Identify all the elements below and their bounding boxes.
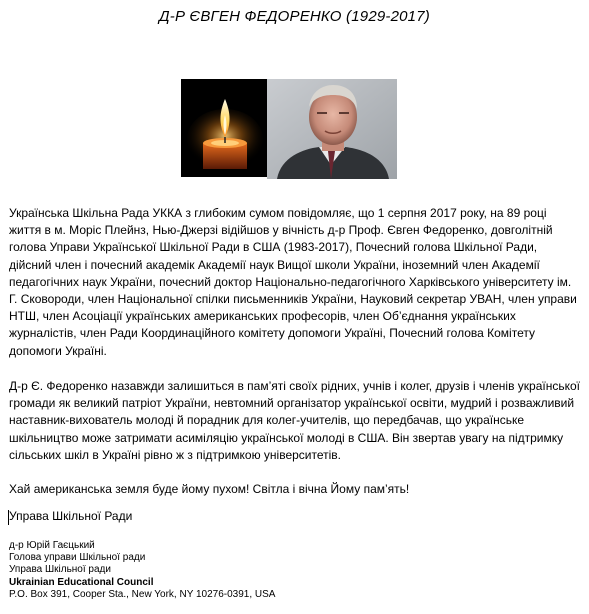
signature-council: Ukrainian Educational Council <box>9 576 154 588</box>
tribute-paragraph: Д-р Є. Федоренко назавжди залишиться в пам’яті своїх рідних, учнів і колег, друзів і членів української громади як великий патріот України, невтомний організатор української освіти, мудрий і розважливий наставник-вихователь молоді й порадник для колег-учителів, що передбачав, що українське шкільництво може затримати асиміляцію української молоді в США. Він звертав увагу на підтримку сільських шкіл в Україні рівно ж з підтримкою університетів. <box>9 379 581 462</box>
signature-address: P.O. Box 391, Cooper Sta., New York, NY 10276-0391, USA <box>9 588 276 600</box>
announcement-paragraph: Українська Шкільна Рада УККА з глибоким сумом повідомляє, що 1 серпня 2017 року, на 89 році життя в м. Моріс Плейнз, Нью-Джерзі відійшов у вічність д-р Проф. Євген Федоренко, довголітній голова Управи Української Шкільної Ради в США (1983-2017), Почесний голова Шкільної Ради, дійсний член і почесний академік Академії наук Вищої школи України, іноземний член Академії педагогічних наук України, почесний доктор Національно-педагогічного Харківського університету ім. Г. Сковороди, член Національної спілки письменників України, Науковий секретар УВАН, член управи НТШ, член Асоціації українських американських професорів, член Об’єднання українських журналістів, член Ради Координаційного комітету допомоги Україні, Почесний голова Комітету допомоги Україні. <box>9 206 577 358</box>
candle-icon <box>181 79 267 177</box>
photos-row <box>181 79 397 179</box>
signature-organization: Управа Шкільної ради <box>9 564 111 576</box>
farewell-paragraph: Хай американська земля буде йому пухом! Світла і вічна Йому пам’ять! <box>9 482 410 496</box>
signature-block <box>9 540 429 601</box>
sign-off-organization: Управа Шкільної Ради <box>9 509 133 523</box>
page-title: Д-Р ЄВГЕН ФЕДОРЕНКО (1929-2017) <box>159 8 430 25</box>
signature-name: д-р Юрій Гаєцький <box>9 540 95 551</box>
portrait-photo <box>267 79 397 179</box>
signature-role: Голова управи Шкільної ради <box>9 552 146 564</box>
